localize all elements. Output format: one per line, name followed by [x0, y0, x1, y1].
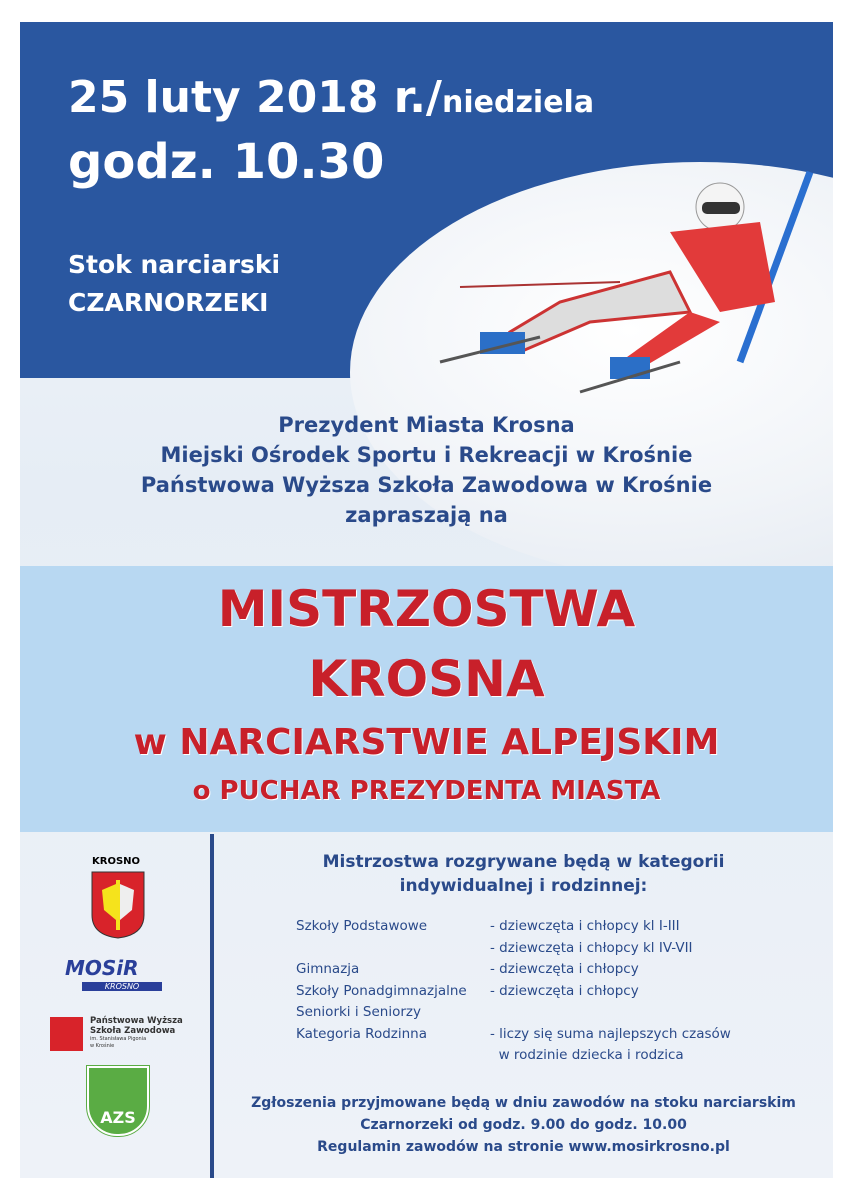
title-line-2: KROSNA — [308, 650, 545, 708]
footer-line: Czarnorzeki od godz. 9.00 do godz. 10.00 — [360, 1117, 687, 1133]
category-name: Gimnazja — [296, 961, 360, 977]
category-name: Kategoria Rodzinna — [296, 1025, 428, 1042]
footer-line: Regulamin zawodów na stronie www.mosirkrosno.pl — [317, 1139, 730, 1155]
category-row — [296, 1045, 731, 1067]
category-row — [296, 938, 731, 960]
footer-line: Zgłoszenia przyjmowane będą w dniu zawodów na stoku narciarskim — [251, 1095, 796, 1111]
category-row — [296, 959, 731, 981]
mosir-sub: KROSNO — [82, 982, 162, 991]
category-detail: w rodzinie dziecka i rodzica — [490, 1047, 684, 1063]
venue-line: Stok narciarski — [68, 250, 281, 279]
organizer: Prezydent Miasta Krosna — [278, 413, 575, 437]
title-line-4: o PUCHAR PREZYDENTA MIASTA — [192, 776, 661, 806]
krosno-label: KROSNO — [92, 856, 141, 867]
category-detail: - dziewczęta i chłopcy — [490, 961, 639, 977]
skier-image — [420, 162, 833, 402]
event-date — [68, 72, 594, 123]
category-detail: - dziewczęta i chłopcy kl I-III — [490, 918, 680, 934]
category-row — [296, 1024, 731, 1046]
category-row — [296, 1002, 731, 1024]
event-time: godz. 10.30 — [68, 134, 385, 190]
info-section — [214, 834, 833, 1155]
azs-logo: AZS — [87, 1066, 149, 1136]
title-band — [20, 566, 833, 832]
category-name — [296, 1045, 490, 1067]
category-row — [296, 981, 731, 1003]
category-detail: - dziewczęta i chłopcy kl IV-VII — [490, 939, 693, 956]
invitation-text: zapraszają na — [345, 503, 508, 527]
organizer: Państwowa Wyższa Szkoła Zawodowa w Krośnie — [140, 473, 713, 497]
category-name — [296, 938, 490, 960]
mosir-logo: MOSiR — [65, 956, 139, 980]
categories-list — [296, 916, 731, 1067]
venue — [68, 246, 280, 322]
organizers — [20, 410, 833, 530]
day-text: niedziela — [441, 85, 595, 120]
info-heading: Mistrzostwa rozgrywane będą w kategorii — [322, 852, 725, 872]
pwsz-logo-icon — [50, 1017, 83, 1051]
sponsor-logos — [20, 834, 210, 1178]
category-detail: - dziewczęta i chłopcy — [490, 982, 639, 999]
pwsz-sub: im. Stanisława Pigonia — [90, 1036, 147, 1042]
pwsz-name: Państwowa Wyższa — [90, 1016, 183, 1026]
title-line-1: MISTRZOSTWA — [217, 580, 636, 638]
organizer: Miejski Ośrodek Sportu i Rekreacji w Krośnie — [160, 443, 693, 467]
pwsz-name: Szkoła Zawodowa — [90, 1026, 176, 1036]
category-name: Szkoły Ponadgimnazjalne — [296, 982, 467, 999]
category-name: Szkoły Podstawowe — [296, 918, 428, 934]
category-detail: - liczy się suma najlepszych czasów — [490, 1025, 731, 1042]
date-text: 25 luty 2018 r./ — [68, 72, 442, 123]
info-heading: indywidualnej i rodzinnej: — [399, 876, 648, 896]
krosno-coat-of-arms-icon — [90, 870, 146, 940]
poster — [20, 22, 833, 1178]
venue-name: CZARNORZEKI — [68, 288, 269, 317]
pwsz-sub: w Krośnie — [90, 1043, 115, 1049]
category-row — [296, 916, 731, 938]
category-name: Seniorki i Seniorzy — [296, 1004, 421, 1020]
registration-info — [214, 1092, 833, 1158]
title-line-3: w NARCIARSTWIE ALPEJSKIM — [133, 722, 720, 763]
